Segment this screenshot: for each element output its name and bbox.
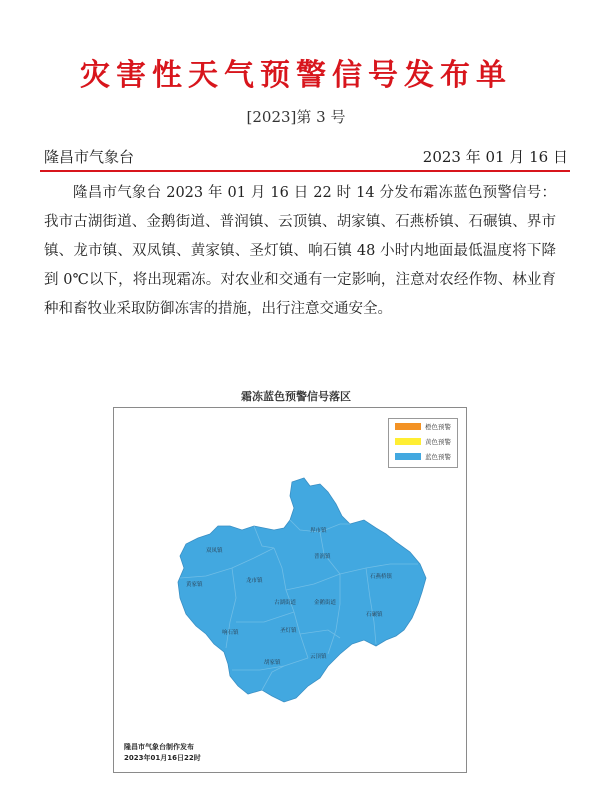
legend-item-blue	[389, 449, 457, 464]
legend-swatch-yellow	[395, 438, 421, 445]
document-number: [2023]第 3 号	[246, 108, 346, 126]
town-label: 金鹅街道	[314, 600, 337, 606]
town-label: 石碾镇	[366, 612, 383, 618]
map-title: 霜冻蓝色预警信号落区	[241, 390, 351, 403]
warning-map	[113, 407, 467, 773]
document-title: 灾害性天气预警信号发布单	[80, 58, 512, 93]
town-label: 黄家镇	[186, 582, 203, 588]
town-label: 双凤镇	[206, 548, 223, 554]
credit-time: 2023年01月16日22时	[124, 754, 201, 762]
legend-swatch-blue	[395, 453, 421, 460]
town-label: 石燕桥镇	[370, 574, 393, 580]
town-label: 胡家镇	[264, 660, 281, 666]
legend-label-yellow: 黄色预警	[425, 438, 451, 446]
town-label: 龙市镇	[246, 578, 263, 584]
credit-publisher: 隆昌市气象台制作发布	[124, 743, 194, 751]
legend-item-orange	[389, 419, 457, 434]
legend-item-yellow	[389, 434, 457, 449]
header-divider	[40, 170, 570, 172]
legend-label-blue: 蓝色预警	[425, 453, 451, 461]
warning-body-text: 隆昌市气象台 2023 年 01 月 16 日 22 时 14 分发布霜冻蓝色预警信号：我市古湖街道、金鹅街道、普润镇、云顶镇、胡家镇、石燕桥镇、石碾镇、界市镇、龙市镇、双凤镇、黄家镇、圣灯镇、响石镇 48 小时内地面最低温度将下降到 0℃以下，将出现霜冻。对农业和交通有一定影响，注意对农经作物、林业育种和畜牧业采取防御冻害的措施，出行注意交通安全。	[44, 185, 556, 317]
town-label: 云顶镇	[310, 654, 327, 660]
legend-label-orange: 橙色预警	[425, 423, 451, 431]
town-label: 普润镇	[314, 554, 331, 560]
town-label: 古湖街道	[274, 600, 297, 606]
issue-date: 2023 年 01 月 16 日	[422, 148, 568, 166]
town-label: 响石镇	[222, 630, 239, 636]
town-label: 圣灯镇	[280, 628, 297, 634]
issuer-name: 隆昌市气象台	[44, 148, 135, 166]
map-legend	[388, 418, 458, 468]
town-label: 界市镇	[310, 528, 327, 534]
map-credit	[124, 742, 201, 764]
region-area	[178, 478, 426, 702]
legend-swatch-orange	[395, 423, 421, 430]
